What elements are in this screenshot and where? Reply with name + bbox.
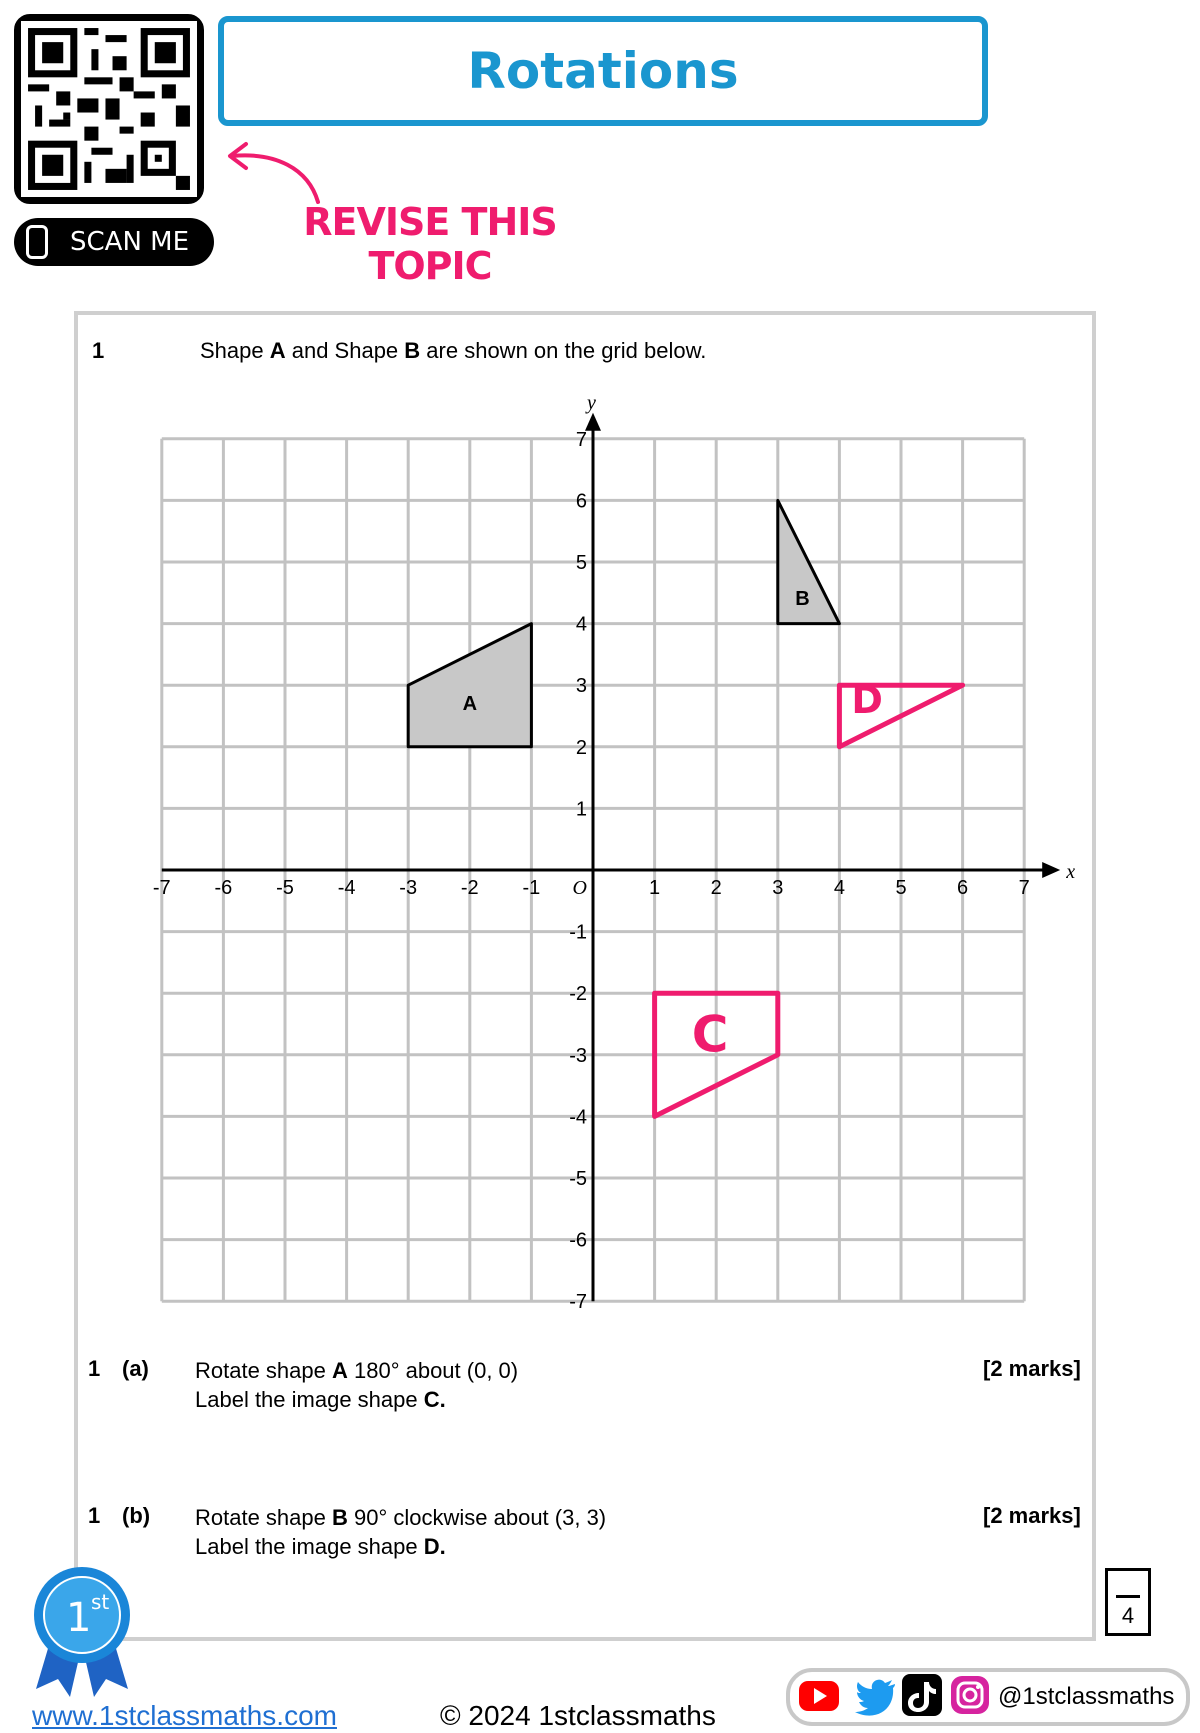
intro-text: Shape [200,338,270,363]
x-axis-label: x [1066,861,1076,883]
y-axis-arrow-icon [585,413,601,431]
marks-divider [1116,1595,1140,1598]
y-tick-label: -6 [569,1229,587,1252]
intro-shape-a: A [269,338,286,363]
part-b-marks: [2 marks] [983,1503,1081,1528]
x-tick-label: 3 [772,877,784,899]
shape-label-c: C [691,1005,729,1064]
website-link[interactable]: www.1stclassmaths.com [32,1700,337,1731]
y-tick-label: -2 [569,983,587,1006]
tiktok-icon[interactable] [902,1674,942,1716]
shape-label-b: B [795,588,810,611]
shape-label-a: A [462,692,478,715]
qr-code-icon [21,21,197,197]
part-a-text-2: 180° about (0, 0) [347,1358,519,1383]
y-tick-label: -7 [569,1291,587,1314]
x-axis-arrow-icon [1042,862,1060,878]
part-a-image-label: C. [423,1387,446,1412]
question-intro [200,338,706,364]
x-tick-label: -2 [460,877,479,899]
y-tick-label: -3 [569,1044,587,1067]
origin-label: O [572,877,587,899]
part-a-text-1: Rotate shape [195,1358,332,1383]
page-title: Rotations [467,42,739,100]
part-b-number: 1 [88,1503,101,1528]
x-tick-label: -7 [152,877,171,899]
y-tick-label: 7 [575,428,587,451]
x-tick-label: -6 [214,877,233,899]
part-a-text [195,1356,518,1414]
coordinate-grid [0,390,1200,1320]
revise-line-2: TOPIC [368,244,492,288]
x-tick-label: 1 [649,877,661,899]
part-b-label: (b) [122,1503,151,1528]
part-b-text-1: Rotate shape [195,1505,332,1530]
x-tick-label: 6 [957,877,969,899]
y-tick-label: 2 [575,736,587,759]
revise-line-1: REVISE THIS [303,200,557,244]
phone-icon [26,225,48,259]
axes [162,392,1075,1301]
badge-suffix: st [91,1590,110,1614]
x-tick-label: -1 [522,877,541,899]
y-tick-label: -1 [569,921,587,944]
ribbon-badge-icon [30,1565,134,1697]
x-tick-label: 5 [895,877,907,899]
part-b-image-label: D. [423,1534,446,1559]
x-tick-label: 7 [1018,877,1030,899]
scan-me-badge[interactable] [14,218,214,266]
youtube-icon[interactable] [798,1677,840,1715]
x-tick-label: -3 [399,877,418,899]
part-a-label: (a) [122,1356,149,1381]
intro-text: are shown on the grid below. [420,338,707,363]
y-tick-label: 4 [575,613,587,636]
scan-me-label: SCAN ME [70,227,190,257]
copyright-text: © 2024 1stclassmaths [440,1700,716,1731]
social-handle[interactable]: @1stclassmaths [998,1683,1175,1710]
y-tick-label: 5 [575,552,587,574]
y-tick-label: 6 [575,490,587,513]
part-a-text-3: Label the image shape [195,1387,424,1412]
instagram-icon[interactable] [950,1675,990,1715]
qr-code[interactable] [14,14,204,204]
x-tick-label: 4 [833,877,845,899]
part-b-text-3: Label the image shape [195,1534,424,1559]
intro-shape-b: B [404,338,421,363]
x-tick-label: -5 [276,877,294,899]
y-tick-label: -4 [569,1106,587,1129]
y-tick-label: 1 [575,798,587,821]
intro-text: and Shape [285,338,405,363]
y-axis-label: y [587,391,596,414]
part-a-marks: [2 marks] [983,1356,1081,1381]
question-number: 1 [92,338,105,363]
part-b-text-2: 90° clockwise about (3, 3) [347,1505,607,1530]
part-b-text [195,1503,606,1561]
shape-label-d: D [851,677,883,722]
y-tick-label: 3 [575,675,587,698]
y-tick-label: -5 [569,1168,587,1190]
x-tick-label: 2 [710,877,722,899]
twitter-icon[interactable] [855,1676,897,1716]
part-a-number: 1 [88,1356,101,1381]
marks-total: 4 [1121,1603,1135,1628]
part-a-shape: A [331,1358,348,1383]
part-b-shape: B [331,1505,348,1530]
badge-number: 1 [66,1595,92,1641]
x-tick-label: -4 [337,877,356,899]
revise-topic-label[interactable] [300,200,560,288]
